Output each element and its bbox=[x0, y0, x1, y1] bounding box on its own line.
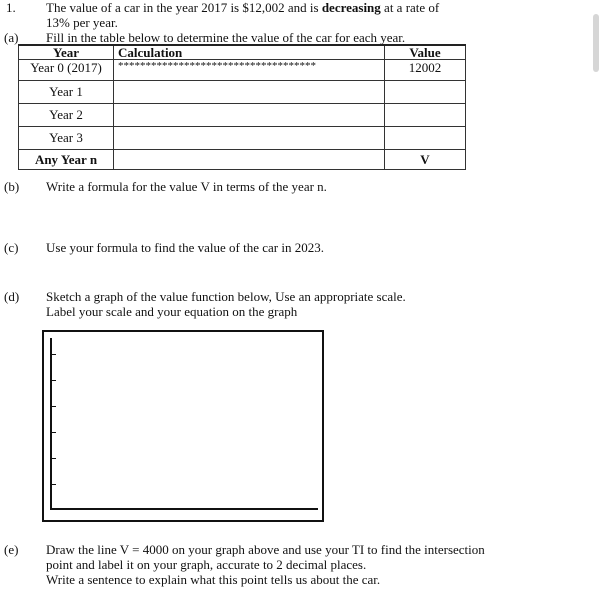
row-year: Any Year n bbox=[19, 150, 114, 170]
part-d-line-2: Label your scale and your equation on the graph bbox=[46, 304, 298, 319]
row-calculation: ************************************ bbox=[114, 60, 385, 81]
row-calculation[interactable] bbox=[114, 150, 385, 170]
intro-text-pre: The value of a car in the year 2017 is $12,002 and is bbox=[46, 0, 322, 15]
y-tick bbox=[52, 458, 56, 459]
row-calculation[interactable] bbox=[114, 81, 385, 104]
table-row bbox=[19, 127, 466, 150]
table-row bbox=[19, 150, 466, 170]
row-year: Year 1 bbox=[19, 81, 114, 104]
part-c-text: Use your formula to find the value of the car in 2023. bbox=[46, 240, 324, 255]
question-number: 1. bbox=[6, 0, 16, 15]
header-calculation: Calculation bbox=[114, 45, 385, 60]
row-value[interactable] bbox=[385, 81, 466, 104]
row-year: Year 2 bbox=[19, 104, 114, 127]
part-e-line-2: point and label it on your graph, accurate to 2 decimal places. bbox=[46, 557, 367, 572]
header-value: Value bbox=[385, 45, 466, 60]
y-tick bbox=[52, 406, 56, 407]
table-row bbox=[19, 104, 466, 127]
table-row bbox=[19, 60, 466, 81]
part-b-label: (b) bbox=[4, 179, 20, 194]
intro-text-bold: decreasing bbox=[321, 0, 381, 15]
intro-line-2: 13% per year. bbox=[46, 15, 118, 30]
part-b-text: Write a formula for the value V in terms of the year n. bbox=[46, 179, 327, 194]
row-calculation[interactable] bbox=[114, 104, 385, 127]
y-tick bbox=[52, 354, 56, 355]
part-e-line-3: Write a sentence to explain what this point tells us about the car. bbox=[46, 572, 381, 587]
table-row bbox=[19, 81, 466, 104]
intro-text-post: at a rate of bbox=[380, 0, 440, 15]
row-value: V bbox=[385, 150, 466, 170]
header-year: Year bbox=[19, 45, 114, 60]
part-d-label: (d) bbox=[4, 289, 20, 304]
intro-line-1 bbox=[46, 0, 439, 16]
row-calculation[interactable] bbox=[114, 127, 385, 150]
row-year: Year 3 bbox=[19, 127, 114, 150]
table-header-row bbox=[19, 45, 466, 60]
part-d-line-1: Sketch a graph of the value function below, Use an appropriate scale. bbox=[46, 289, 406, 304]
part-e-label: (e) bbox=[4, 542, 19, 557]
row-value[interactable] bbox=[385, 127, 466, 150]
row-value: 12002 bbox=[385, 60, 466, 81]
row-value[interactable] bbox=[385, 104, 466, 127]
part-a-text: Fill in the table below to determine the value of the car for each year. bbox=[46, 30, 406, 45]
y-tick bbox=[52, 380, 56, 381]
row-year: Year 0 (2017) bbox=[19, 60, 114, 81]
y-tick bbox=[52, 432, 56, 433]
x-axis bbox=[50, 508, 318, 510]
graph-area[interactable] bbox=[42, 330, 324, 522]
y-tick bbox=[52, 484, 56, 485]
part-c-label: (c) bbox=[4, 240, 19, 255]
part-e-line-1: Draw the line V = 4000 on your graph above and use your TI to find the intersection bbox=[46, 542, 485, 557]
vertical-scrollbar[interactable] bbox=[593, 14, 599, 72]
part-a-label: (a) bbox=[4, 30, 19, 45]
value-table bbox=[18, 44, 466, 170]
